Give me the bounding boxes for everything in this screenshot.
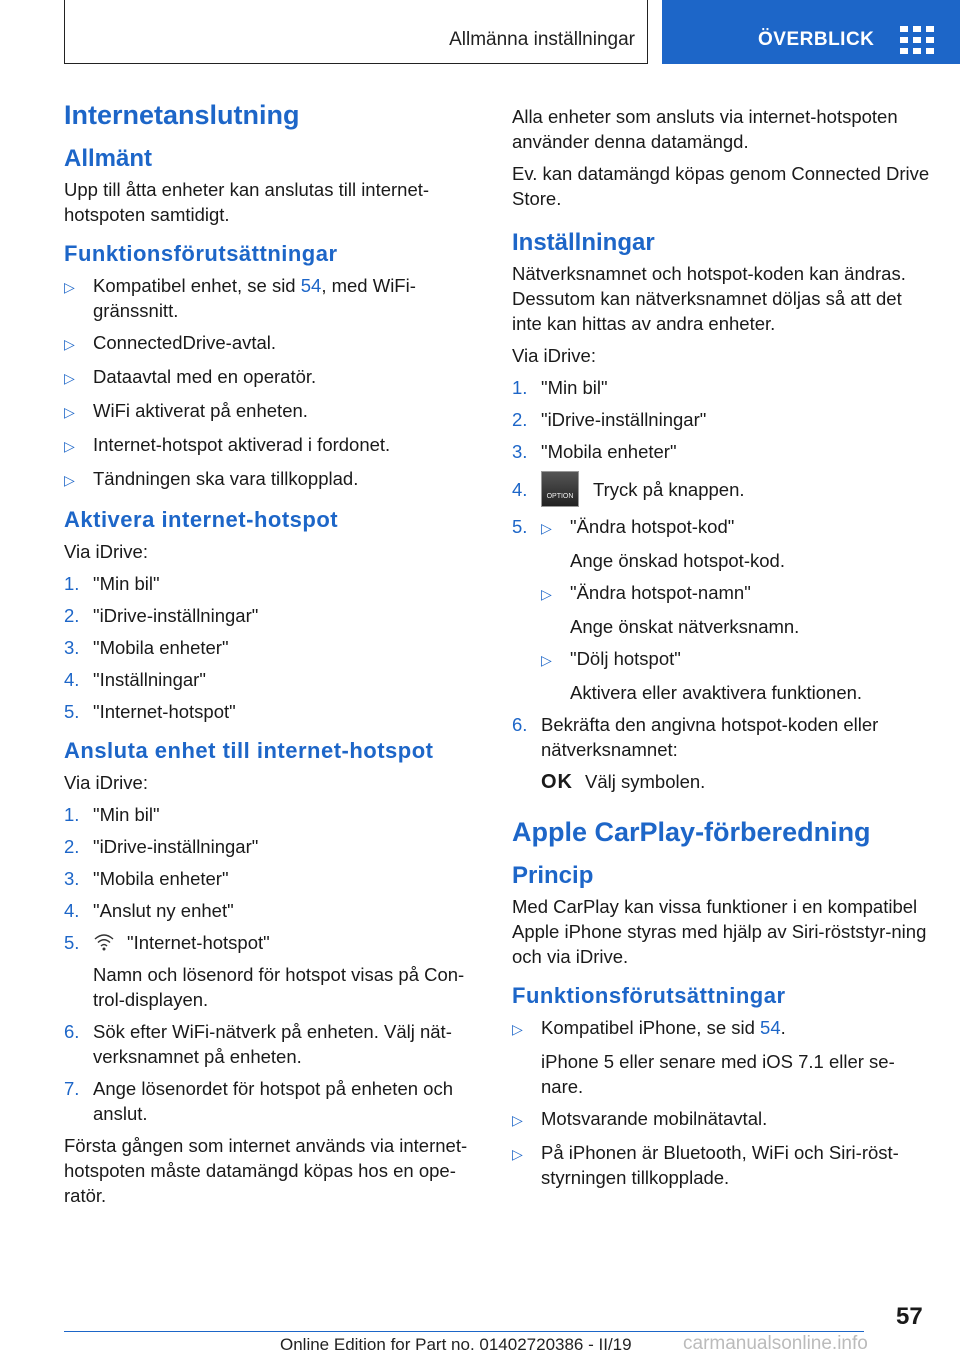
- settings-heading: Inställningar: [512, 229, 655, 256]
- list-item: 4. "Inställningar": [64, 669, 206, 690]
- page-title: Internetanslutning: [64, 100, 300, 130]
- list-item: ▷ WiFi aktiverat på enheten.: [64, 398, 480, 425]
- left-column: [64, 100, 480, 1215]
- step-note: OK Välj symbolen.: [541, 771, 706, 793]
- list-item: ▷ ConnectedDrive-avtal.: [64, 330, 480, 357]
- list-item: ▷ Motsvarande mobilnätavtal.: [512, 1106, 932, 1133]
- triangle-bullet-icon: ▷: [64, 438, 75, 454]
- triangle-bullet-icon: ▷: [541, 586, 552, 602]
- overview-button[interactable]: [662, 0, 960, 64]
- footer-watermark: carmanualsonline.info: [683, 1333, 868, 1354]
- right-column: [512, 104, 932, 1197]
- footer-edition: Online Edition for Part no. 01402720386 - II/19: [280, 1335, 632, 1354]
- header-section-box: [64, 0, 648, 64]
- triangle-bullet-icon: ▷: [64, 404, 75, 420]
- connect-via: Via iDrive:: [64, 772, 148, 793]
- list-item: ▷ Tändningen ska vara tillkopplad.: [64, 466, 480, 493]
- list-item: ▷ Kompatibel enhet, se sid 54, med WiFi-gränssnitt.: [64, 275, 416, 321]
- settings-via: Via iDrive:: [512, 345, 596, 366]
- list-item: 5. "Internet-hotspot": [64, 701, 236, 722]
- list-item: 2. "iDrive-inställningar": [64, 605, 259, 626]
- general-heading: Allmänt: [64, 145, 153, 172]
- list-item: 1. "Min bil": [64, 804, 160, 825]
- list-item: 5. ▷ "Ändra hotspot-kod": [512, 514, 932, 541]
- footer-divider: [64, 1331, 864, 1332]
- ok-symbol-icon: OK: [541, 771, 573, 793]
- header-section-title: Allmänna inställningar: [449, 29, 635, 50]
- step-note: Ange önskad hotspot-kod.: [570, 550, 785, 571]
- list-item: 7. Ange lösenordet för hotspot på enheten och anslut.: [64, 1078, 453, 1124]
- page-link[interactable]: 54: [300, 275, 322, 296]
- page-link[interactable]: 54: [760, 1017, 781, 1038]
- triangle-bullet-icon: ▷: [512, 1021, 523, 1037]
- list-item: 4. "Anslut ny enhet": [64, 900, 234, 921]
- list-item: 4. OPTION Tryck på knappen.: [512, 471, 932, 507]
- list-item: ▷ Internet-hotspot aktiverad i fordonet.: [64, 432, 480, 459]
- list-item: ▷ Dataavtal med en operatör.: [64, 364, 480, 391]
- list-item: 1. "Min bil": [512, 377, 608, 398]
- list-item: 2. "iDrive-inställningar": [64, 836, 259, 857]
- triangle-bullet-icon: ▷: [64, 472, 75, 488]
- principle-text: Med CarPlay kan vissa funktioner i en kompatibel Apple iPhone styras med hjälp av Siri-röststyr-ning och via iDrive.: [512, 896, 927, 967]
- option-button-icon: OPTION: [541, 471, 579, 507]
- intro-text: Ev. kan datamängd köpas genom Connected Drive Store.: [512, 163, 930, 209]
- general-text: Upp till åtta enheter kan anslutas till internet-hotspoten samtidigt.: [64, 179, 430, 225]
- list-item: 3. "Mobila enheter": [512, 441, 677, 462]
- connect-after: Första gången som internet används via internet-hotspoten måste datamängd köpas hos en ope-ratör.: [64, 1135, 468, 1206]
- activate-heading: Aktivera internet-hotspot: [64, 507, 339, 532]
- step-note: Namn och lösenord för hotspot visas på Con-trol-displayen.: [93, 964, 465, 1010]
- step-note: Aktivera eller avaktivera funktionen.: [570, 682, 863, 703]
- list-item: 3. "Mobila enheter": [64, 868, 229, 889]
- triangle-bullet-icon: ▷: [64, 336, 75, 352]
- list-item: 6. Sök efter WiFi-nätverk på enheten. Välj nät-verksnamnet på enheten.: [64, 1021, 452, 1067]
- list-item: 1. "Min bil": [64, 573, 160, 594]
- triangle-bullet-icon: ▷: [64, 370, 75, 386]
- list-item: ▷ Kompatibel iPhone, se sid 54.: [512, 1015, 932, 1042]
- carplay-title: Apple CarPlay-förberedning: [512, 817, 871, 847]
- wifi-icon: [93, 933, 115, 951]
- triangle-bullet-icon: ▷: [541, 520, 552, 536]
- triangle-bullet-icon: ▷: [512, 1112, 523, 1128]
- list-item: ▷ "Dölj hotspot": [512, 646, 932, 673]
- settings-text: Nätverksnamnet och hotspot-koden kan ändras. Dessutom kan nätverksnamnet döljas så att det inte kan hittas av andra enheter.: [512, 263, 906, 334]
- list-item: ▷ På iPhonen är Bluetooth, WiFi och Siri-röst-styrningen tillkopplade.: [512, 1142, 899, 1188]
- step-note: iPhone 5 eller senare med iOS 7.1 eller se-nare.: [541, 1051, 895, 1097]
- intro-text: Alla enheter som ansluts via internet-hotspoten använder denna datamängd.: [512, 106, 898, 152]
- principle-heading: Princip: [512, 862, 594, 889]
- activate-via: Via iDrive:: [64, 541, 148, 562]
- page-number: 57: [896, 1303, 923, 1330]
- list-item: 5. "Internet-hotspot": [64, 932, 270, 953]
- connect-heading: Ansluta enhet till internet-hotspot: [64, 738, 434, 763]
- triangle-bullet-icon: ▷: [512, 1146, 523, 1162]
- carplay-req-heading: Funktionsförutsättningar: [512, 983, 786, 1008]
- triangle-bullet-icon: ▷: [64, 279, 75, 295]
- list-item: ▷ "Ändra hotspot-namn": [512, 580, 932, 607]
- triangle-bullet-icon: ▷: [541, 652, 552, 668]
- list-item: 3. "Mobila enheter": [64, 637, 229, 658]
- list-item: 6. Bekräfta den angivna hotspot-koden eller nätverksnamnet:: [512, 714, 879, 760]
- req-heading: Funktionsförutsättningar: [64, 241, 338, 266]
- overview-label: ÖVERBLICK: [758, 29, 875, 50]
- step-note: Ange önskat nätverksnamn.: [570, 616, 800, 637]
- grid-icon: [900, 26, 936, 54]
- list-item: 2. "iDrive-inställningar": [512, 409, 707, 430]
